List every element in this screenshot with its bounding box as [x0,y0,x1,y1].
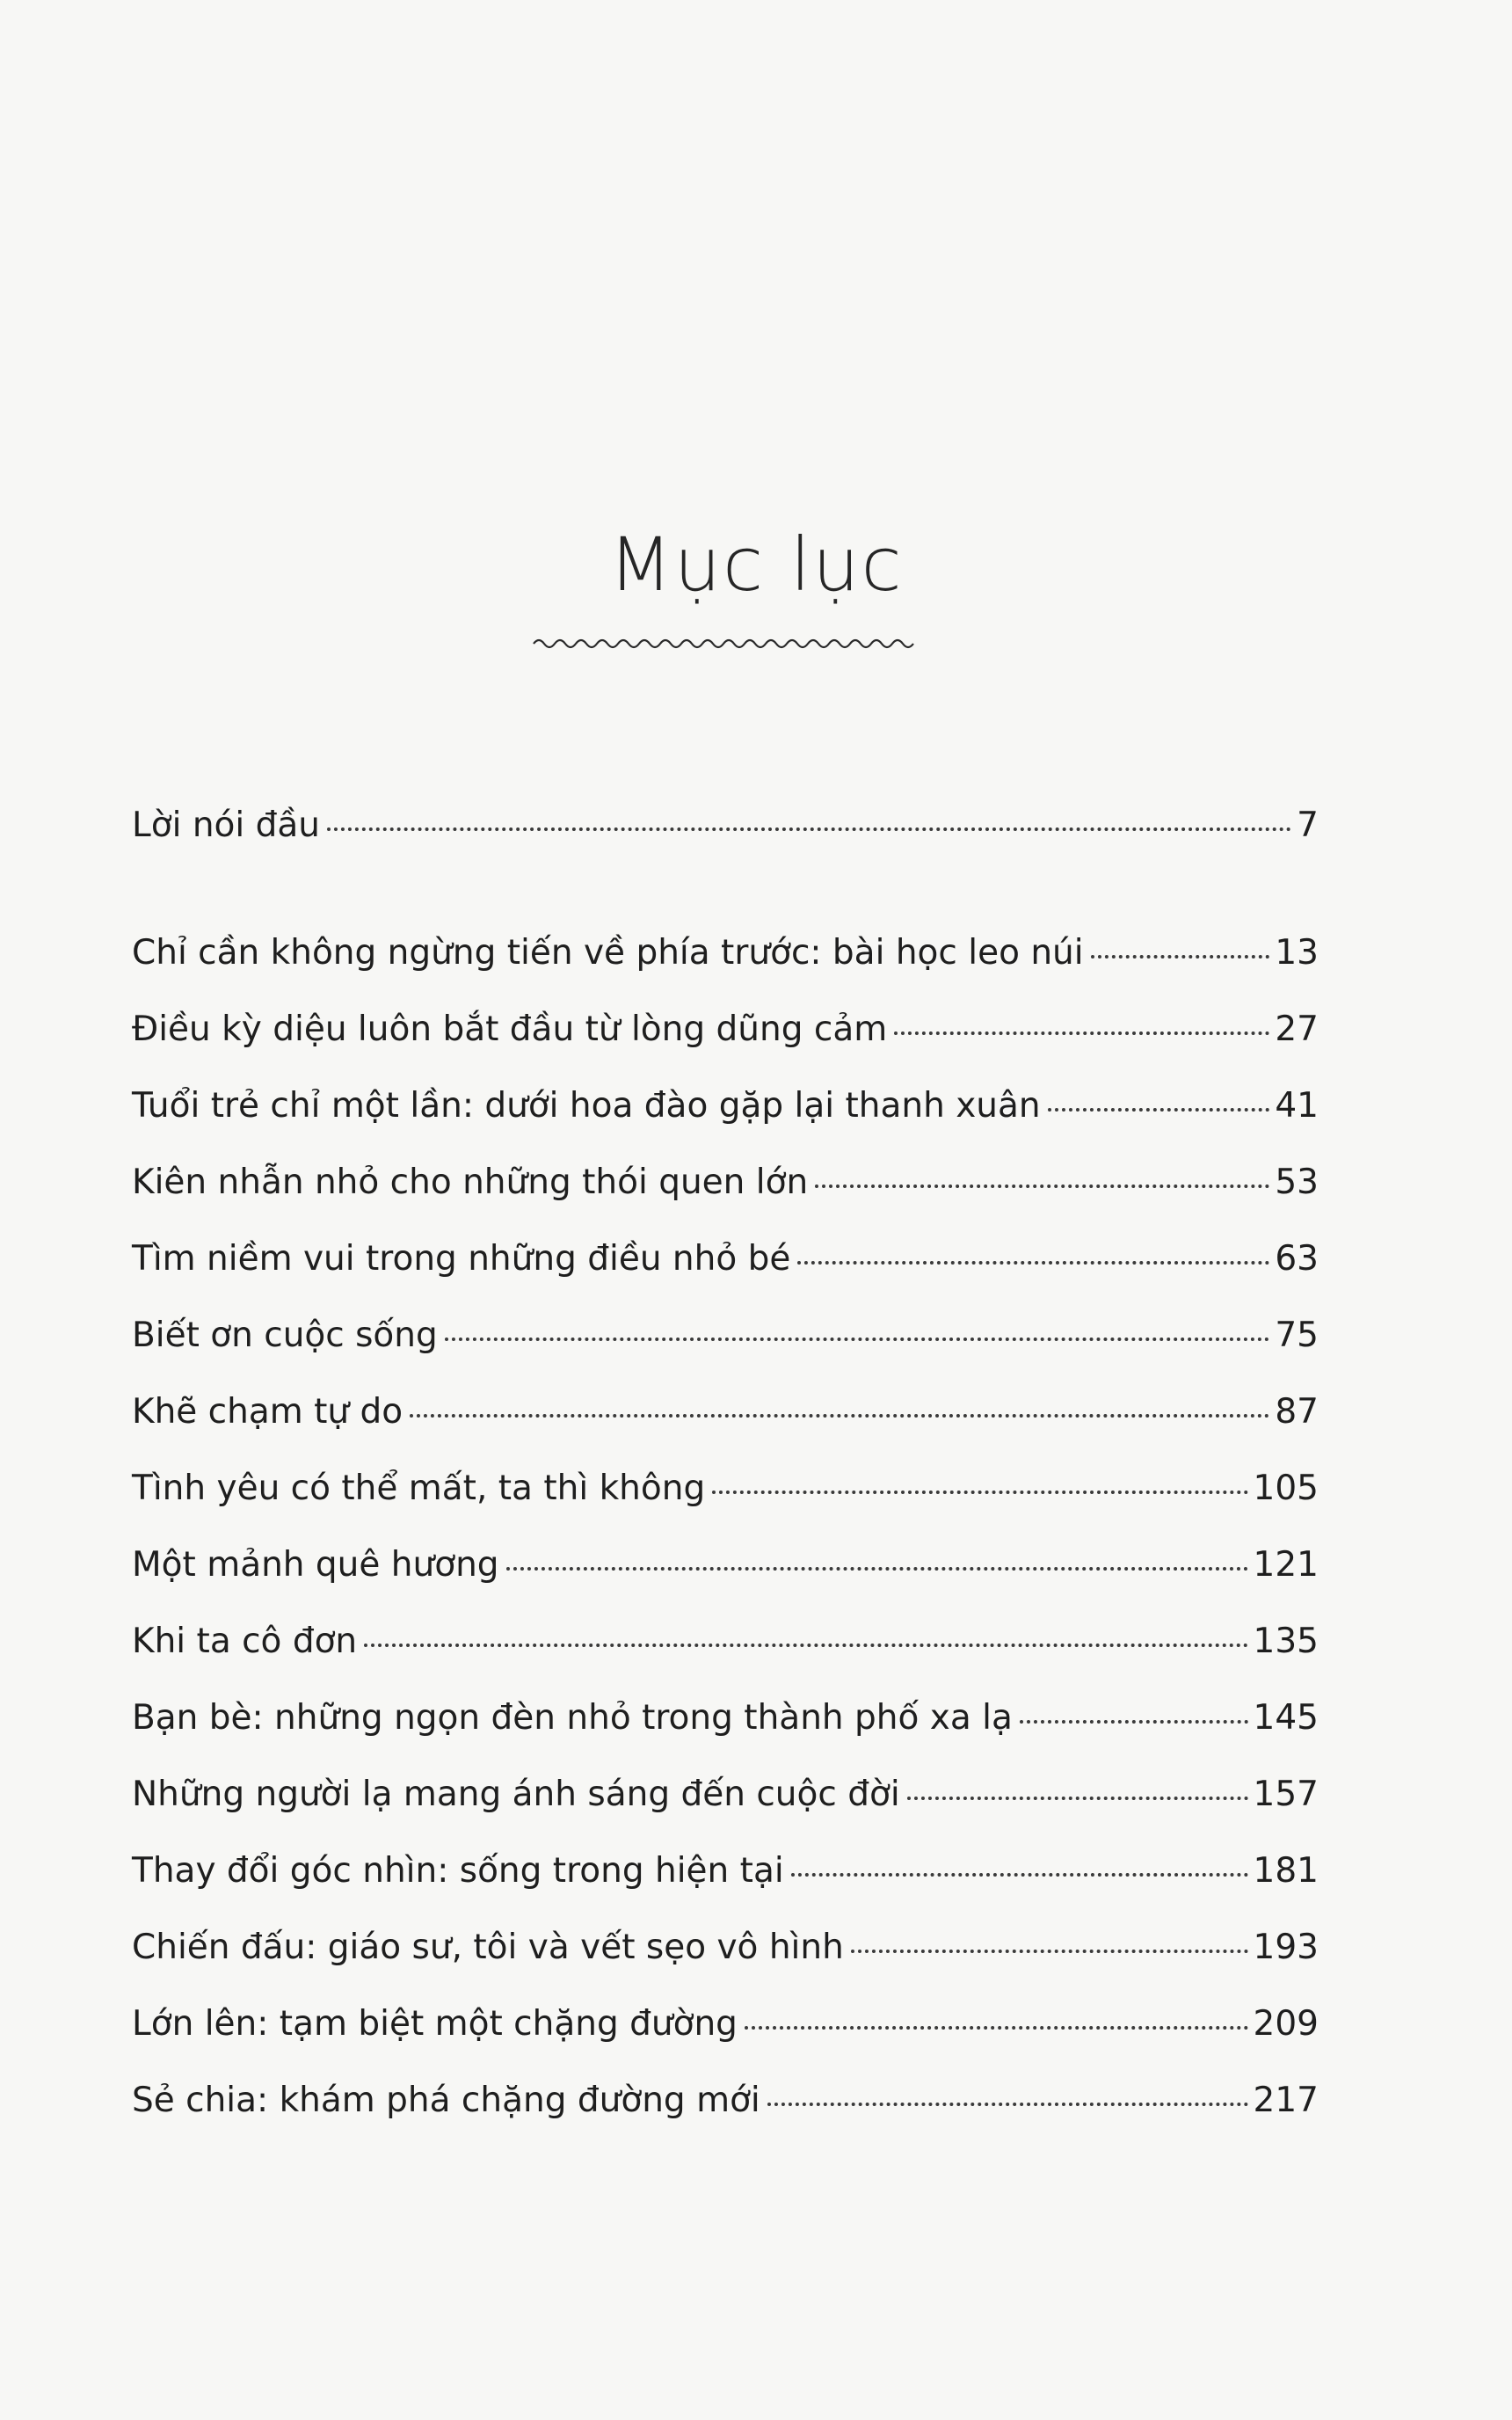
dot-leader [907,1797,1248,1800]
toc-entry[interactable] [132,1221,1319,1297]
dot-leader [410,1414,1269,1418]
toc-entry[interactable] [132,1068,1319,1144]
toc-entry-title: Những người lạ mang ánh sáng đến cuộc đời [132,1775,900,1814]
toc-entry-page: 193 [1253,1928,1319,1967]
toc-entry[interactable] [132,1527,1319,1603]
dot-leader [1048,1108,1270,1112]
dot-leader [745,2026,1248,2030]
toc-entry[interactable] [132,1986,1319,2062]
toc-entry[interactable] [132,991,1319,1068]
toc-entry-title: Một mảnh quê hương [132,1545,499,1585]
toc-entry-title: Biết ơn cuộc sống [132,1316,438,1355]
toc-entry-page: 13 [1275,933,1319,973]
toc-entry-page: 121 [1253,1545,1319,1585]
toc-entry[interactable] [132,1297,1319,1374]
dot-leader [797,1261,1269,1265]
dot-leader [445,1338,1270,1341]
toc-entry-page: 209 [1253,2004,1319,2044]
toc-entry-page: 135 [1253,1622,1319,1661]
dot-leader [327,827,1291,831]
toc-entry-title: Chỉ cần không ngừng tiến về phía trước: bài học leo núi [132,933,1084,973]
toc-entry-title: Khẽ chạm tự do [132,1392,403,1432]
toc-entry-page: 157 [1253,1775,1319,1814]
toc-entry[interactable] [132,1833,1319,1909]
dot-leader [1020,1720,1248,1724]
toc-entry[interactable] [132,2062,1319,2139]
toc-entry-title: Tìm niềm vui trong những điều nhỏ bé [132,1239,791,1279]
toc-entry[interactable] [132,1756,1319,1833]
toc-entry-title: Thay đổi góc nhìn: sống trong hiện tại [132,1851,784,1891]
dot-leader [851,1950,1248,1953]
toc-entry-page: 145 [1253,1698,1319,1738]
toc-entry-page: 87 [1275,1392,1319,1432]
toc-entry-title: Khi ta cô đơn [132,1622,358,1661]
toc-entry-title: Chiến đấu: giáo sư, tôi và vết sẹo vô hình [132,1928,844,1967]
page-title: Mục lục [608,521,904,608]
table-of-contents [132,787,1319,2139]
toc-entry-page: 41 [1275,1086,1319,1126]
toc-entry[interactable] [132,1374,1319,1450]
dot-leader [767,2103,1248,2106]
toc-entry-title: Tình yêu có thể mất, ta thì không [132,1469,706,1508]
toc-entry-title: Kiên nhẫn nhỏ cho những thói quen lớn [132,1163,809,1202]
dot-leader [1091,955,1270,959]
toc-entry-title: Lớn lên: tạm biệt một chặng đường [132,2004,738,2044]
toc-entry-page: 75 [1275,1316,1319,1355]
wavy-underline-ornament [532,637,919,651]
toc-entry[interactable] [132,787,1319,864]
dot-leader [791,1873,1248,1877]
dot-leader [364,1644,1247,1647]
toc-entry[interactable] [132,915,1319,991]
toc-entry-page: 53 [1275,1163,1319,1202]
toc-entry[interactable] [132,1450,1319,1527]
dot-leader [815,1184,1269,1188]
toc-entry[interactable] [132,1144,1319,1221]
toc-entry-page: 7 [1297,805,1319,845]
toc-entry[interactable] [132,1909,1319,1986]
toc-entry-page: 63 [1275,1239,1319,1279]
toc-entry-page: 27 [1275,1010,1319,1049]
dot-leader [712,1491,1247,1494]
toc-entry[interactable] [132,1680,1319,1756]
toc-entry-page: 217 [1253,2081,1319,2120]
toc-entry-title: Lời nói đầu [132,805,321,845]
toc-entry-title: Sẻ chia: khám phá chặng đường mới [132,2081,760,2120]
toc-entry-title: Điều kỳ diệu luôn bắt đầu từ lòng dũng cảm [132,1010,888,1049]
toc-entry-title: Bạn bè: những ngọn đèn nhỏ trong thành phố xa lạ [132,1698,1013,1738]
toc-entry[interactable] [132,1603,1319,1680]
toc-entry-page: 105 [1253,1469,1319,1508]
toc-entry-title: Tuổi trẻ chỉ một lần: dưới hoa đào gặp lại thanh xuân [132,1086,1041,1126]
dot-leader [506,1567,1248,1571]
toc-entry-page: 181 [1253,1851,1319,1891]
dot-leader [894,1031,1269,1035]
